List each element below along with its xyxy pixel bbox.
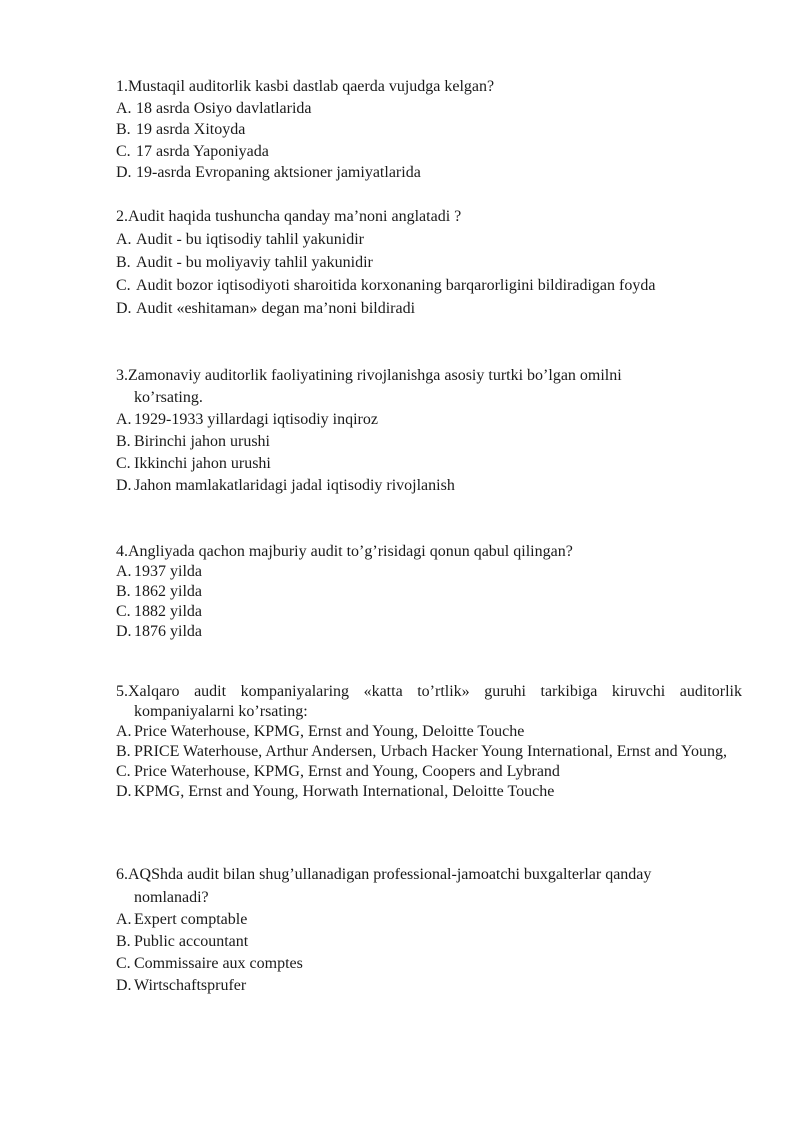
option-2-a bbox=[116, 228, 742, 251]
option-letter: A. bbox=[116, 231, 132, 248]
question-3-title-line1: 3.Zamonaviy auditorlik faoliyatining rivojlanishga asosiy turtki bo’lgan omilni bbox=[116, 367, 622, 384]
question-6 bbox=[116, 863, 742, 997]
option-letter: B. bbox=[116, 121, 131, 138]
option-letter: C. bbox=[116, 277, 131, 294]
option-letter: B. bbox=[116, 743, 131, 760]
option-5-c bbox=[116, 762, 742, 782]
option-letter: C. bbox=[116, 763, 131, 780]
option-letter: D. bbox=[116, 477, 132, 494]
option-text: Audit bozor iqtisodiyoti sharoitida korxonaning barqarorligini bildiradigan foyda bbox=[136, 277, 656, 294]
option-2-b bbox=[116, 251, 742, 274]
question-2-title: 2.Audit haqida tushuncha qanday ma’noni anglatadi ? bbox=[116, 208, 462, 225]
option-5-b bbox=[116, 742, 742, 762]
option-letter: B. bbox=[116, 254, 131, 271]
option-letter: D. bbox=[116, 623, 132, 640]
option-1-d bbox=[116, 162, 742, 184]
option-letter: C. bbox=[116, 142, 131, 160]
question-4 bbox=[116, 541, 742, 642]
option-text: Audit - bu iqtisodiy tahlil yakunidir bbox=[136, 231, 364, 248]
option-text: KPMG, Ernst and Young, Horwath International, Deloitte Touche bbox=[134, 783, 555, 800]
option-text: Public accountant bbox=[134, 933, 249, 950]
option-letter: C. bbox=[116, 603, 131, 620]
question-3-options bbox=[116, 409, 742, 497]
option-text: 19 asrda Xitoyda bbox=[136, 121, 246, 138]
option-letter: B. bbox=[116, 933, 131, 950]
option-text: PRICE Waterhouse, Arthur Andersen, Urbach Hacker Young International, Ernst and Young, bbox=[134, 743, 727, 760]
option-text: 1882 yilda bbox=[134, 603, 202, 620]
option-letter: C. bbox=[116, 955, 131, 972]
question-5 bbox=[116, 682, 742, 802]
option-5-a bbox=[116, 722, 742, 742]
option-text: Price Waterhouse, KPMG, Ernst and Young, Deloitte Touche bbox=[134, 723, 525, 740]
question-1-title: 1.Mustaqil auditorlik kasbi dastlab qaerda vujudga kelgan? bbox=[116, 78, 495, 95]
option-letter: B. bbox=[116, 583, 131, 600]
option-6-d bbox=[116, 975, 742, 997]
question-6-options bbox=[116, 909, 742, 997]
option-text: Audit - bu moliyaviy tahlil yakunidir bbox=[136, 254, 373, 271]
option-text: 18 asrda Osiyo davlatlarida bbox=[136, 99, 312, 117]
question-3-title bbox=[116, 365, 742, 409]
option-1-a bbox=[116, 98, 742, 120]
option-5-d bbox=[116, 782, 742, 802]
option-text: 17 asrda Yaponiyada bbox=[136, 142, 269, 160]
option-text: Audit «eshitaman» degan ma’noni bildiradi bbox=[136, 300, 416, 317]
option-letter: D. bbox=[116, 783, 132, 800]
option-2-c bbox=[116, 274, 742, 297]
option-4-a bbox=[116, 562, 742, 582]
option-3-b bbox=[116, 431, 742, 453]
question-3 bbox=[116, 365, 742, 497]
option-text: Jahon mamlakatlaridagi jadal iqtisodiy rivojlanish bbox=[134, 477, 455, 494]
question-6-title-line2: nomlanadi? bbox=[134, 889, 209, 906]
question-6-title-line1: 6.AQShda audit bilan shug’ullanadigan professional-jamoatchi buxgalterlar qanday bbox=[116, 866, 652, 883]
option-1-b bbox=[116, 119, 742, 141]
option-6-c bbox=[116, 953, 742, 975]
option-3-d bbox=[116, 475, 742, 497]
question-5-title bbox=[116, 682, 742, 722]
option-letter: A. bbox=[116, 563, 132, 580]
question-3-title-line2: ko’rsating. bbox=[134, 389, 203, 406]
option-text: Price Waterhouse, KPMG, Ernst and Young, Coopers and Lybrand bbox=[134, 763, 560, 780]
option-text: Ikkinchi jahon urushi bbox=[134, 455, 271, 472]
option-letter: C. bbox=[116, 455, 131, 472]
option-text: 19-asrda Evropaning aktsioner jamiyatlarida bbox=[136, 164, 421, 181]
question-5-options bbox=[116, 722, 742, 802]
option-letter: D. bbox=[116, 164, 132, 181]
option-text: 1876 yilda bbox=[134, 623, 202, 640]
option-1-c bbox=[116, 141, 742, 163]
option-text: 1862 yilda bbox=[134, 583, 202, 600]
option-4-d bbox=[116, 622, 742, 642]
option-2-d bbox=[116, 297, 742, 320]
question-5-title-line2: kompaniyalarni ko’rsating: bbox=[134, 703, 308, 720]
question-4-title: 4.Angliyada qachon majburiy audit to’g’risidagi qonun qabul qilingan? bbox=[116, 543, 573, 560]
option-6-a bbox=[116, 909, 742, 931]
option-letter: A. bbox=[116, 723, 132, 740]
option-text: Commissaire aux comptes bbox=[134, 955, 303, 972]
option-4-b bbox=[116, 582, 742, 602]
option-text: 1929-1933 yillardagi iqtisodiy inqiroz bbox=[134, 411, 378, 428]
option-6-b bbox=[116, 931, 742, 953]
question-1 bbox=[116, 76, 742, 184]
option-letter: B. bbox=[116, 433, 131, 450]
question-5-title-line1: 5.Xalqaro audit kompaniyalaring «katta to’rtlik» guruhi tarkibiga kiruvchi auditorlik bbox=[116, 683, 742, 700]
option-text: 1937 yilda bbox=[134, 563, 202, 580]
option-4-c bbox=[116, 602, 742, 622]
option-text: Expert comptable bbox=[134, 911, 248, 928]
question-2-options bbox=[116, 228, 742, 320]
question-2 bbox=[116, 205, 742, 320]
option-letter: A. bbox=[116, 99, 132, 117]
option-letter: A. bbox=[116, 911, 132, 928]
option-3-a bbox=[116, 409, 742, 431]
question-6-title bbox=[116, 863, 742, 909]
question-1-options bbox=[116, 98, 742, 184]
option-text: Birinchi jahon urushi bbox=[134, 433, 270, 450]
option-letter: D. bbox=[116, 300, 132, 317]
option-text: Wirtschaftsprufer bbox=[134, 977, 247, 994]
option-3-c bbox=[116, 453, 742, 475]
option-letter: D. bbox=[116, 977, 132, 994]
question-4-options bbox=[116, 562, 742, 642]
option-letter: A. bbox=[116, 411, 132, 428]
